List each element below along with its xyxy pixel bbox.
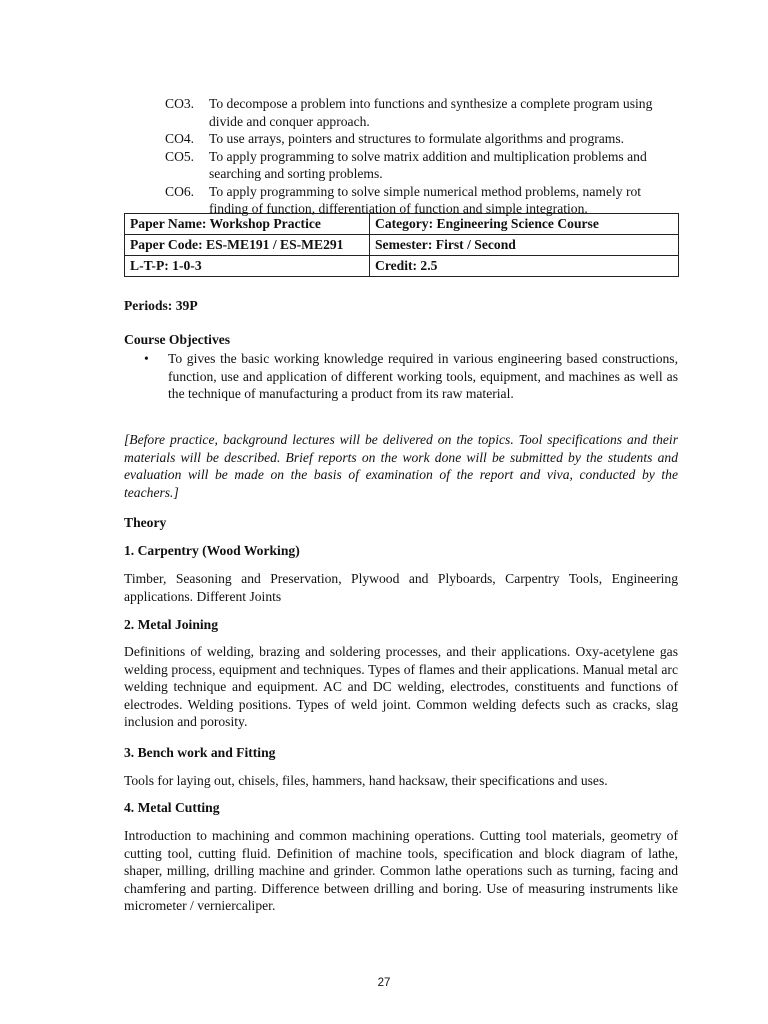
semester-cell: Semester: First / Second	[370, 235, 679, 256]
paper-name-cell: Paper Name: Workshop Practice	[125, 214, 370, 235]
course-objectives-heading: Course Objectives	[124, 332, 231, 347]
page-number: 27	[377, 977, 391, 989]
list-item	[165, 95, 679, 130]
periods-label: Periods: 39P	[124, 298, 198, 313]
outcome-text: To use arrays, pointers and structures to formulate algorithms and programs.	[209, 131, 625, 146]
section-title: 4. Metal Cutting	[124, 800, 220, 815]
outcome-code: CO4.	[165, 131, 195, 146]
practice-note: [Before practice, background lectures will be delivered on the topics. Tool specifications and their materials will be described. Brief reports on the work done will be submitted by the students and evaluation will be made on the basis of examination of the report and viva, conducted by the teachers.]	[124, 432, 678, 500]
table-row	[125, 214, 679, 235]
section-title: 2. Metal Joining	[124, 617, 219, 632]
bullet-icon: •	[144, 351, 149, 366]
paper-code-cell: Paper Code: ES-ME191 / ES-ME291	[125, 235, 370, 256]
outcome-text: To apply programming to solve matrix addition and multiplication problems and searching and sorting problems.	[209, 148, 647, 181]
outcome-text: To apply programming to solve simple numerical method problems, namely rot finding of function, differentiation of function and simple integration.	[209, 183, 642, 216]
objective-text: To gives the basic working knowledge required in various engineering based constructions, function, use and application of different working tools, equipment, and machines as well as the technique of manufacturing a product from its raw material.	[168, 351, 678, 401]
credit-cell: Credit: 2.5	[370, 256, 679, 277]
outcome-code: CO5.	[165, 148, 195, 164]
section-title: 1. Carpentry (Wood Working)	[124, 543, 300, 558]
section-body: Introduction to machining and common machining operations. Cutting tool materials, geometry of cutting tool, cutting fluid. Definition of machine tools, specification and block diagram of lathe, shaper, milling, drilling machine and grinder. Common lathe operations such as turning, facing and chamfering and parting. Difference between drilling and boring. Use of measuring instruments like micrometer / verniercaliper.	[124, 828, 678, 913]
paper-info-table	[124, 213, 679, 277]
section-body: Definitions of welding, brazing and soldering processes, and their applications. Oxy-acetylene gas welding process, equipment and techniques. Types of flames and their applications. Manual metal arc welding technique and equipment. AC and DC welding, electrodes, constituents and functions of electrodes. Welding positions. Types of weld joint. Common welding defects such as cracks, slag inclusion and porosity.	[124, 644, 678, 729]
theory-heading: Theory	[124, 515, 167, 530]
list-item	[165, 130, 679, 148]
table-row	[125, 256, 679, 277]
section-body: Tools for laying out, chisels, files, hammers, hand hacksaw, their specifications and uses.	[124, 773, 608, 788]
outcome-text: To decompose a problem into functions and synthesize a complete program using divide and conquer approach.	[209, 96, 653, 129]
section-body: Timber, Seasoning and Preservation, Plywood and Plyboards, Carpentry Tools, Engineering applications. Different Joints	[124, 571, 678, 604]
outcome-code: CO6.	[165, 183, 195, 199]
table-row	[125, 235, 679, 256]
list-item	[165, 148, 679, 183]
course-outcomes-list	[165, 95, 679, 218]
outcome-code: CO3.	[165, 96, 195, 111]
section-title: 3. Bench work and Fitting	[124, 745, 276, 760]
list-item	[144, 350, 678, 403]
ltp-cell: L-T-P: 1-0-3	[125, 256, 370, 277]
category-cell: Category: Engineering Science Course	[370, 214, 679, 235]
